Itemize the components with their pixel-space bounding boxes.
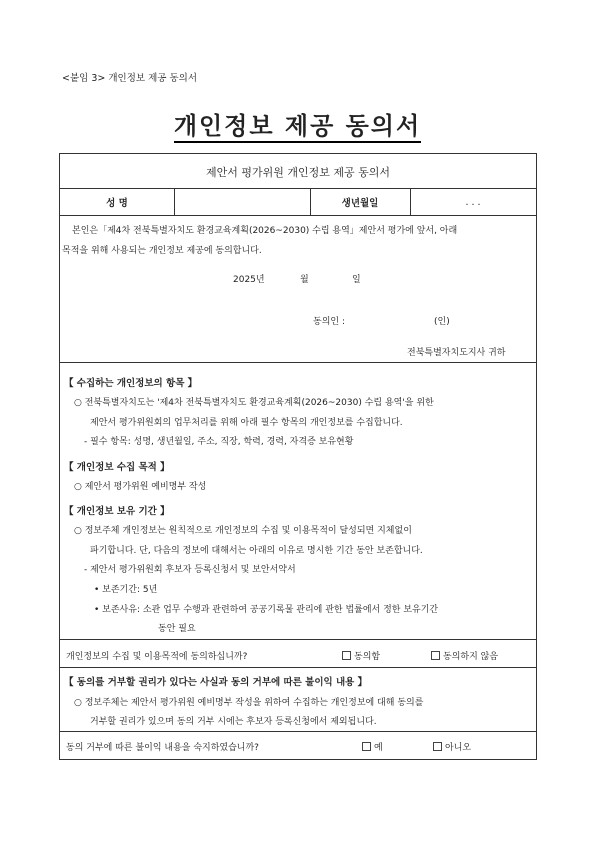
birth-field[interactable]: . . . — [465, 196, 481, 208]
disagree-option-1[interactable] — [431, 649, 498, 662]
items-line-2: 제안서 평가위원회의 업무처리를 위해 아래 필수 항목의 개인정보를 수집합니다. — [90, 418, 403, 428]
no-option-2[interactable] — [433, 740, 471, 753]
items-line-1: ○ 전북특별자치도는 '제4차 전북특별자치도 환경교육계획(2026~2030) 수립 용역'을 위한 — [74, 398, 434, 408]
purpose-line-1: ○ 제안서 평가위원 예비명부 작성 — [74, 482, 207, 492]
attachment-label: <붙임 3> 개인정보 제공 동의서 — [62, 73, 197, 84]
agree-option-1[interactable] — [342, 649, 380, 662]
date-year: 2025년 — [233, 275, 265, 285]
disagree-label-1: 동의하지 않음 — [443, 652, 499, 662]
retention-title: 【 개인정보 보유 기간 】 — [64, 506, 170, 517]
name-label: 성 명 — [60, 189, 175, 215]
disagree-checkbox-1[interactable] — [431, 651, 440, 660]
refusal-line-1: ○ 정보주체는 제안서 평가위원 예비명부 작성을 위하여 수집하는 개인정보에 대해 동의를 — [74, 698, 424, 708]
yes-label-2: 예 — [374, 743, 383, 753]
yes-option-2[interactable] — [362, 740, 383, 753]
date-day: 일 — [352, 275, 361, 285]
birth-label: 생년월일 — [310, 189, 411, 215]
divider-1 — [60, 362, 536, 363]
retention-line-2: 파기합니다. 단, 다음의 정보에 대해서는 아래의 이유로 명시한 기간 동안 보존합니다. — [90, 546, 423, 556]
consent-row-1 — [60, 639, 536, 668]
form-header: 제안서 평가위원 개인정보 제공 동의서 — [205, 166, 390, 179]
agree-label-1: 동의함 — [354, 652, 381, 662]
seal-mark: (인) — [434, 317, 450, 327]
date-month: 월 — [300, 275, 309, 285]
retention-line-5: • 보존사유: 소관 업무 수행과 관련하여 공공기록물 관리에 관한 법률에서 정한 보유기간 — [94, 605, 439, 615]
intro-line-1: 본인은「제4차 전북특별자치도 환경교육계획(2026~2030) 수립 용역」제안서 평가에 앞서, 아래 — [72, 226, 458, 236]
refusal-title: 【 동의를 거부할 권리가 있다는 사실과 동의 거부에 따른 불이익 내용 】 — [64, 677, 368, 688]
no-checkbox-2[interactable] — [433, 742, 442, 751]
no-label-2: 아니오 — [445, 743, 472, 753]
title-text: 개인정보 제공 동의서 — [174, 111, 421, 143]
items-line-3: - 필수 항목: 성명, 생년월일, 주소, 직장, 학력, 경력, 자격증 보유현황 — [84, 437, 354, 447]
intro-line-2: 목적을 위해 사용되는 개인정보 제공에 동의합니다. — [62, 246, 262, 256]
retention-line-3: - 제안서 평가위원회 후보자 등록신청서 및 보안서약서 — [84, 565, 296, 575]
yes-checkbox-2[interactable] — [362, 742, 371, 751]
consenter-label: 동의인 : — [313, 317, 345, 327]
retention-line-4: • 보존기간: 5년 — [94, 585, 158, 595]
name-row — [60, 188, 536, 216]
consent-question-2: 동의 거부에 따른 불이익 내용을 숙지하였습니까? — [66, 743, 259, 753]
agree-checkbox-1[interactable] — [342, 651, 351, 660]
retention-line-1: ○ 정보주체 개인정보는 원칙적으로 개인정보의 수집 및 이용목적이 달성되면 지체없이 — [74, 526, 412, 536]
name-field[interactable] — [174, 189, 311, 215]
recipient: 전북특별자치도지사 귀하 — [407, 348, 506, 358]
consent-question-1: 개인정보의 수집 및 이용목적에 동의하십니까? — [66, 652, 248, 662]
retention-line-6: 동안 필요 — [158, 624, 196, 634]
purpose-title: 【 개인정보 수집 목적 】 — [64, 462, 170, 473]
consent-form — [59, 153, 537, 760]
document-title — [0, 106, 595, 141]
consent-row-2 — [60, 731, 536, 761]
items-title: 【 수집하는 개인정보의 항목 】 — [64, 378, 198, 389]
refusal-line-2: 거부할 권리가 있으며 동의 거부 시에는 후보자 등록신청에서 제외됩니다. — [90, 717, 377, 727]
